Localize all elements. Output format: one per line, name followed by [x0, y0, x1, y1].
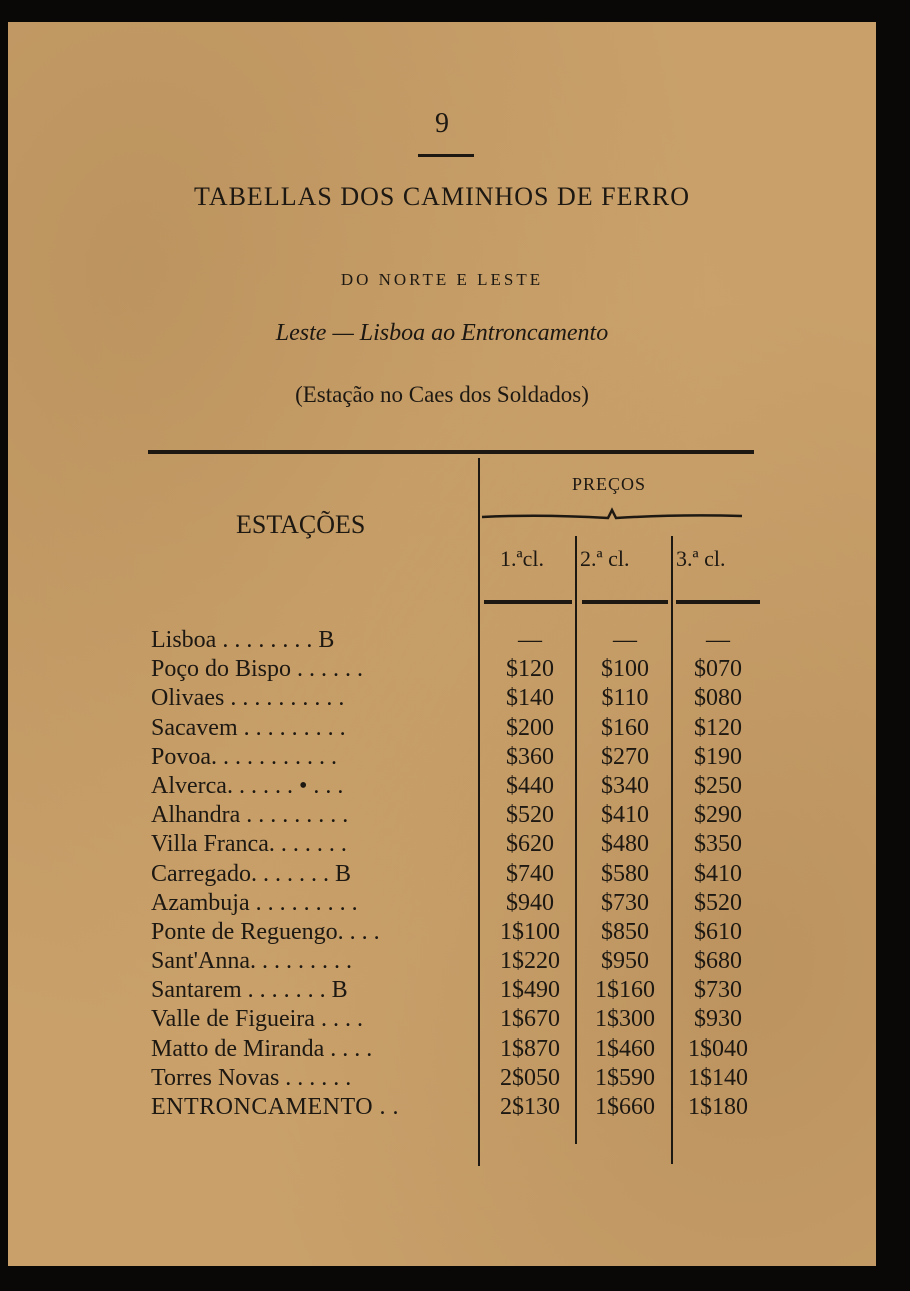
fare-class-3: $080 [694, 685, 742, 712]
class-3-rule [676, 600, 760, 604]
table-row [8, 1064, 876, 1093]
fare-class-1: 1$490 [500, 977, 560, 1004]
station-name: Santarem . . . . . . . B [151, 977, 348, 1004]
class-3-header: 3.ª cl. [676, 546, 726, 571]
table-row [8, 1005, 876, 1034]
fare-class-1: $620 [506, 831, 554, 858]
table-row [8, 626, 876, 655]
page-number-rule [418, 154, 474, 157]
table-row [8, 860, 876, 889]
fare-class-2: $950 [601, 948, 649, 975]
station-name: Sant'Anna. . . . . . . . . [151, 948, 352, 975]
fare-class-3: $120 [694, 714, 742, 741]
fare-class-1: 2$130 [500, 1094, 560, 1120]
class-2-rule [582, 600, 668, 604]
fare-class-2: — [613, 627, 637, 653]
fare-class-1: $120 [506, 656, 554, 683]
table-row [8, 655, 876, 684]
document-title: TABELLAS DOS CAMINHOS DE FERRO [194, 182, 690, 211]
table-row [8, 1093, 876, 1122]
fare-class-2: $410 [601, 802, 649, 829]
section-heading: Leste — Lisboa ao Entroncamento [275, 320, 609, 346]
fare-class-1: 1$100 [500, 918, 560, 945]
fare-class-2: $270 [601, 743, 649, 770]
fare-class-3: — [706, 627, 730, 653]
fare-class-3: $070 [694, 656, 742, 683]
fare-class-2: $850 [601, 918, 649, 945]
stations-header: ESTAÇÕES [236, 510, 366, 539]
fare-class-2: $160 [601, 714, 649, 741]
fare-class-3: $410 [694, 860, 742, 887]
station-name: Lisboa . . . . . . . . B [151, 627, 335, 653]
station-name: Alverca. . . . . . • . . . [151, 772, 344, 799]
fare-class-2: $580 [601, 860, 649, 887]
table-row [8, 976, 876, 1005]
fare-class-3: 1$040 [688, 1035, 748, 1062]
fare-class-1: $360 [506, 743, 554, 770]
fare-class-2: $730 [601, 889, 649, 916]
station-name: Ponte de Reguengo. . . . [151, 918, 380, 945]
fare-class-1: 1$220 [500, 948, 560, 975]
fare-class-1: — [518, 627, 542, 653]
table-row [8, 830, 876, 859]
fare-class-3: 1$180 [688, 1094, 748, 1120]
fare-class-2: $340 [601, 772, 649, 799]
table-row [8, 684, 876, 713]
class-2-header: 2.ª cl. [580, 546, 630, 571]
fare-class-3: $930 [694, 1006, 742, 1033]
station-name: Valle de Figueira . . . . [151, 1006, 363, 1033]
table-row [8, 947, 876, 976]
fare-table-body [8, 626, 876, 1122]
fare-class-1: $140 [506, 685, 554, 712]
page-number: 9 [435, 108, 449, 139]
station-name: Povoa. . . . . . . . . . . [151, 743, 337, 770]
station-name: Olivaes . . . . . . . . . . [151, 685, 345, 712]
table-row [8, 801, 876, 830]
fare-class-2: 1$160 [595, 977, 655, 1004]
fare-class-2: $100 [601, 656, 649, 683]
fare-class-1: 1$870 [500, 1035, 560, 1062]
fare-class-3: $680 [694, 948, 742, 975]
document-subtitle: DO NORTE E LESTE [340, 270, 544, 289]
document-page [8, 22, 876, 1266]
fare-class-2: 1$660 [595, 1094, 655, 1120]
fare-class-1: $940 [506, 889, 554, 916]
fare-class-2: 1$300 [595, 1006, 655, 1033]
table-row [8, 1035, 876, 1064]
station-note: (Estação no Caes dos Soldados) [295, 382, 589, 407]
fare-class-1: $740 [506, 860, 554, 887]
fare-class-2: 1$590 [595, 1064, 655, 1091]
fare-class-3: $610 [694, 918, 742, 945]
fare-class-3: $520 [694, 889, 742, 916]
fare-class-3: $190 [694, 743, 742, 770]
fare-class-2: $480 [601, 831, 649, 858]
station-name: Alhandra . . . . . . . . . [151, 802, 349, 829]
fare-class-3: $250 [694, 772, 742, 799]
table-top-rule [148, 450, 754, 454]
fare-class-3: $730 [694, 977, 742, 1004]
table-row [8, 918, 876, 947]
fare-class-2: 1$460 [595, 1035, 655, 1062]
fare-class-1: 1$670 [500, 1006, 560, 1033]
fare-class-1: $200 [506, 714, 554, 741]
class-1-header: 1.ªcl. [500, 546, 544, 571]
prices-header: PREÇOS [572, 474, 647, 494]
station-name: Villa Franca. . . . . . . [151, 831, 347, 858]
station-name: Poço do Bispo . . . . . . [151, 656, 364, 683]
station-name: Carregado. . . . . . . B [151, 860, 351, 887]
prices-brace [480, 502, 744, 520]
class-1-rule [484, 600, 572, 604]
fare-class-3: $290 [694, 802, 742, 829]
station-name: ENTRONCAMENTO . . [151, 1094, 400, 1120]
station-name: Matto de Miranda . . . . [151, 1035, 373, 1062]
table-row [8, 889, 876, 918]
table-row [8, 743, 876, 772]
fare-class-3: 1$140 [688, 1064, 748, 1091]
station-name: Sacavem . . . . . . . . . [151, 714, 346, 741]
fare-class-1: $440 [506, 772, 554, 799]
fare-class-3: $350 [694, 831, 742, 858]
fare-class-2: $110 [601, 685, 649, 712]
fare-class-1: 2$050 [500, 1064, 560, 1091]
table-row [8, 714, 876, 743]
station-name: Azambuja . . . . . . . . . [151, 889, 358, 916]
station-name: Torres Novas . . . . . . [151, 1064, 352, 1091]
table-row [8, 772, 876, 801]
fare-class-1: $520 [506, 802, 554, 829]
